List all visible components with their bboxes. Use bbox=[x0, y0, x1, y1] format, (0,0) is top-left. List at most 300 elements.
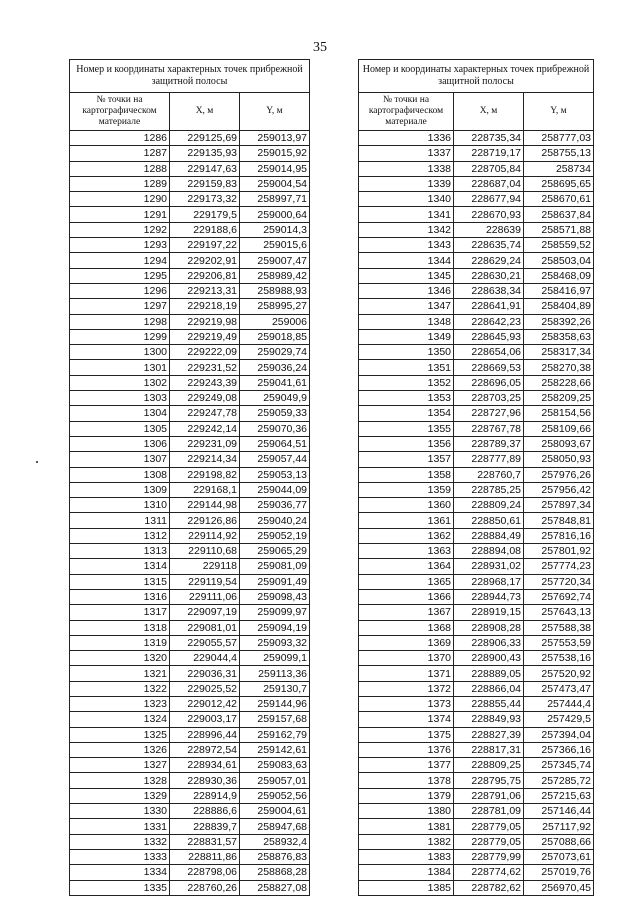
table-row bbox=[70, 696, 310, 711]
cell-x: 228972,54 bbox=[170, 742, 240, 757]
cell-y: 258392,26 bbox=[524, 314, 594, 329]
table-row bbox=[359, 498, 594, 513]
cell-point-no: 1286 bbox=[70, 131, 170, 146]
cell-y: 258988,93 bbox=[240, 283, 310, 298]
table-row bbox=[359, 482, 594, 497]
cell-point-no: 1341 bbox=[359, 207, 454, 222]
table-row bbox=[359, 666, 594, 681]
cell-y: 259094,19 bbox=[240, 620, 310, 635]
table-row bbox=[359, 788, 594, 803]
cell-y: 258670,61 bbox=[524, 192, 594, 207]
cell-y: 257774,23 bbox=[524, 559, 594, 574]
cell-y: 257285,72 bbox=[524, 773, 594, 788]
cell-y: 258734 bbox=[524, 161, 594, 176]
table-row bbox=[70, 651, 310, 666]
table-row bbox=[70, 146, 310, 161]
table-row bbox=[70, 375, 310, 390]
cell-x: 228798,06 bbox=[170, 865, 240, 880]
cell-y: 258404,89 bbox=[524, 299, 594, 314]
cell-point-no: 1314 bbox=[70, 559, 170, 574]
table-row bbox=[70, 880, 310, 895]
cell-x: 228645,93 bbox=[454, 329, 524, 344]
table-row bbox=[70, 742, 310, 757]
cell-y: 259036,77 bbox=[240, 498, 310, 513]
cell-point-no: 1322 bbox=[70, 681, 170, 696]
table-row bbox=[359, 329, 594, 344]
table-row bbox=[359, 283, 594, 298]
table-row bbox=[359, 773, 594, 788]
cell-point-no: 1350 bbox=[359, 345, 454, 360]
cell-y: 259007,47 bbox=[240, 253, 310, 268]
cell-point-no: 1366 bbox=[359, 589, 454, 604]
cell-x: 228809,24 bbox=[454, 498, 524, 513]
cell-point-no: 1316 bbox=[70, 589, 170, 604]
cell-y: 259057,01 bbox=[240, 773, 310, 788]
cell-x: 228886,6 bbox=[170, 804, 240, 819]
cell-x: 228760,7 bbox=[454, 467, 524, 482]
cell-x: 229231,52 bbox=[170, 360, 240, 375]
cell-y: 259070,36 bbox=[240, 421, 310, 436]
table-row bbox=[70, 727, 310, 742]
cell-x: 228791,06 bbox=[454, 788, 524, 803]
table-row bbox=[359, 176, 594, 191]
cell-point-no: 1375 bbox=[359, 727, 454, 742]
table-row bbox=[70, 283, 310, 298]
cell-point-no: 1354 bbox=[359, 406, 454, 421]
cell-point-no: 1344 bbox=[359, 253, 454, 268]
cell-point-no: 1371 bbox=[359, 666, 454, 681]
cell-y: 259014,3 bbox=[240, 222, 310, 237]
cell-point-no: 1348 bbox=[359, 314, 454, 329]
cell-point-no: 1362 bbox=[359, 528, 454, 543]
cell-point-no: 1289 bbox=[70, 176, 170, 191]
cell-x: 228669,53 bbox=[454, 360, 524, 375]
cell-x: 229249,08 bbox=[170, 391, 240, 406]
cell-x: 228866,04 bbox=[454, 681, 524, 696]
cell-y: 258997,71 bbox=[240, 192, 310, 207]
cell-y: 259044,09 bbox=[240, 482, 310, 497]
cell-point-no: 1352 bbox=[359, 375, 454, 390]
cell-x: 228908,28 bbox=[454, 620, 524, 635]
cell-point-no: 1298 bbox=[70, 314, 170, 329]
cell-point-no: 1330 bbox=[70, 804, 170, 819]
cell-point-no: 1328 bbox=[70, 773, 170, 788]
page-number: 35 bbox=[313, 40, 327, 55]
table-row bbox=[70, 788, 310, 803]
table-row bbox=[70, 712, 310, 727]
table-row bbox=[70, 819, 310, 834]
cell-y: 259065,29 bbox=[240, 544, 310, 559]
cell-y: 259081,09 bbox=[240, 559, 310, 574]
table-body-right bbox=[359, 131, 594, 896]
table-row bbox=[70, 391, 310, 406]
cell-y: 256970,45 bbox=[524, 880, 594, 895]
table-row bbox=[70, 589, 310, 604]
cell-point-no: 1329 bbox=[70, 788, 170, 803]
cell-point-no: 1308 bbox=[70, 467, 170, 482]
table-row bbox=[359, 712, 594, 727]
table-title: Номер и координаты характерных точек прибрежной защитной полосы bbox=[359, 60, 594, 93]
cell-point-no: 1367 bbox=[359, 605, 454, 620]
table-row bbox=[359, 238, 594, 253]
cell-point-no: 1343 bbox=[359, 238, 454, 253]
cell-x: 228777,89 bbox=[454, 452, 524, 467]
table-row bbox=[359, 865, 594, 880]
cell-x: 229242,14 bbox=[170, 421, 240, 436]
cell-point-no: 1309 bbox=[70, 482, 170, 497]
cell-point-no: 1365 bbox=[359, 574, 454, 589]
table-row bbox=[359, 834, 594, 849]
table-row bbox=[70, 345, 310, 360]
cell-point-no: 1338 bbox=[359, 161, 454, 176]
table-row bbox=[70, 161, 310, 176]
table-row bbox=[359, 192, 594, 207]
cell-x: 228779,05 bbox=[454, 834, 524, 849]
cell-y: 259093,32 bbox=[240, 635, 310, 650]
cell-x: 228760,26 bbox=[170, 880, 240, 895]
cell-x: 228642,23 bbox=[454, 314, 524, 329]
table-row bbox=[70, 559, 310, 574]
cell-x: 229188,6 bbox=[170, 222, 240, 237]
cell-x: 228635,74 bbox=[454, 238, 524, 253]
table-row bbox=[70, 544, 310, 559]
table-row bbox=[70, 238, 310, 253]
cell-x: 229243,39 bbox=[170, 375, 240, 390]
cell-y: 257345,74 bbox=[524, 758, 594, 773]
cell-y: 257848,81 bbox=[524, 513, 594, 528]
cell-point-no: 1353 bbox=[359, 391, 454, 406]
cell-point-no: 1337 bbox=[359, 146, 454, 161]
cell-y: 257019,76 bbox=[524, 865, 594, 880]
cell-y: 258947,68 bbox=[240, 819, 310, 834]
cell-point-no: 1290 bbox=[70, 192, 170, 207]
cell-x: 228894,08 bbox=[454, 544, 524, 559]
table-row bbox=[359, 436, 594, 451]
cell-x: 229247,78 bbox=[170, 406, 240, 421]
cell-x: 228629,24 bbox=[454, 253, 524, 268]
column-header-point-no: № точки на картографическом материале bbox=[70, 93, 170, 131]
cell-y: 259015,92 bbox=[240, 146, 310, 161]
cell-x: 228944,73 bbox=[454, 589, 524, 604]
cell-x: 229055,57 bbox=[170, 635, 240, 650]
cell-y: 259064,51 bbox=[240, 436, 310, 451]
cell-y: 257643,13 bbox=[524, 605, 594, 620]
table-row bbox=[70, 681, 310, 696]
table-row bbox=[359, 345, 594, 360]
table-row bbox=[359, 421, 594, 436]
cell-point-no: 1318 bbox=[70, 620, 170, 635]
cell-y: 257073,61 bbox=[524, 849, 594, 864]
table-row bbox=[359, 849, 594, 864]
cell-y: 258093,67 bbox=[524, 436, 594, 451]
column-header-y: Y, м bbox=[240, 93, 310, 131]
cell-y: 259057,44 bbox=[240, 452, 310, 467]
cell-y: 257816,16 bbox=[524, 528, 594, 543]
table-row bbox=[359, 819, 594, 834]
cell-x: 228849,93 bbox=[454, 712, 524, 727]
table-row bbox=[359, 391, 594, 406]
cell-y: 259029,74 bbox=[240, 345, 310, 360]
cell-y: 259113,36 bbox=[240, 666, 310, 681]
table-row bbox=[70, 299, 310, 314]
cell-point-no: 1287 bbox=[70, 146, 170, 161]
table-row bbox=[359, 804, 594, 819]
cell-y: 257429,5 bbox=[524, 712, 594, 727]
cell-point-no: 1331 bbox=[70, 819, 170, 834]
table-row bbox=[70, 268, 310, 283]
cell-x: 228779,99 bbox=[454, 849, 524, 864]
cell-x: 229159,83 bbox=[170, 176, 240, 191]
cell-y: 259053,13 bbox=[240, 467, 310, 482]
cell-point-no: 1305 bbox=[70, 421, 170, 436]
cell-point-no: 1361 bbox=[359, 513, 454, 528]
cell-point-no: 1335 bbox=[70, 880, 170, 895]
cell-x: 228934,61 bbox=[170, 758, 240, 773]
table-row bbox=[70, 314, 310, 329]
cell-y: 258995,27 bbox=[240, 299, 310, 314]
table-row bbox=[359, 207, 594, 222]
cell-x: 228930,36 bbox=[170, 773, 240, 788]
column-header-y: Y, м bbox=[524, 93, 594, 131]
cell-point-no: 1349 bbox=[359, 329, 454, 344]
table-row bbox=[359, 406, 594, 421]
cell-point-no: 1288 bbox=[70, 161, 170, 176]
cell-point-no: 1377 bbox=[359, 758, 454, 773]
cell-point-no: 1358 bbox=[359, 467, 454, 482]
cell-x: 228654,06 bbox=[454, 345, 524, 360]
cell-x: 228831,57 bbox=[170, 834, 240, 849]
cell-y: 259014,95 bbox=[240, 161, 310, 176]
cell-x: 228850,61 bbox=[454, 513, 524, 528]
cell-x: 229119,54 bbox=[170, 574, 240, 589]
cell-y: 258755,13 bbox=[524, 146, 594, 161]
cell-y: 258559,52 bbox=[524, 238, 594, 253]
cell-y: 259091,49 bbox=[240, 574, 310, 589]
cell-x: 229081,01 bbox=[170, 620, 240, 635]
table-row bbox=[70, 605, 310, 620]
table-row bbox=[70, 452, 310, 467]
cell-x: 228811,86 bbox=[170, 849, 240, 864]
cell-point-no: 1311 bbox=[70, 513, 170, 528]
table-row bbox=[359, 467, 594, 482]
table-row bbox=[70, 436, 310, 451]
cell-y: 259036,24 bbox=[240, 360, 310, 375]
cell-x: 228781,09 bbox=[454, 804, 524, 819]
cell-y: 259052,56 bbox=[240, 788, 310, 803]
table-row bbox=[70, 421, 310, 436]
table-title: Номер и координаты характерных точек прибрежной защитной полосы bbox=[70, 60, 310, 93]
cell-point-no: 1378 bbox=[359, 773, 454, 788]
cell-x: 228677,94 bbox=[454, 192, 524, 207]
cell-x: 228782,62 bbox=[454, 880, 524, 895]
cell-x: 228705,84 bbox=[454, 161, 524, 176]
cell-y: 257897,34 bbox=[524, 498, 594, 513]
cell-point-no: 1351 bbox=[359, 360, 454, 375]
cell-y: 259098,43 bbox=[240, 589, 310, 604]
cell-point-no: 1294 bbox=[70, 253, 170, 268]
table-row bbox=[359, 268, 594, 283]
cell-point-no: 1296 bbox=[70, 283, 170, 298]
cell-point-no: 1320 bbox=[70, 651, 170, 666]
cell-point-no: 1359 bbox=[359, 482, 454, 497]
cell-x: 228703,25 bbox=[454, 391, 524, 406]
cell-point-no: 1321 bbox=[70, 666, 170, 681]
table-row bbox=[359, 513, 594, 528]
cell-y: 258777,03 bbox=[524, 131, 594, 146]
cell-point-no: 1317 bbox=[70, 605, 170, 620]
cell-x: 228779,05 bbox=[454, 819, 524, 834]
cell-y: 257588,38 bbox=[524, 620, 594, 635]
cell-point-no: 1325 bbox=[70, 727, 170, 742]
cell-x: 228789,37 bbox=[454, 436, 524, 451]
cell-y: 258868,28 bbox=[240, 865, 310, 880]
coordinates-table-right bbox=[358, 59, 594, 896]
table-row bbox=[359, 375, 594, 390]
cell-x: 229214,34 bbox=[170, 452, 240, 467]
cell-x: 229114,92 bbox=[170, 528, 240, 543]
cell-point-no: 1383 bbox=[359, 849, 454, 864]
cell-point-no: 1376 bbox=[359, 742, 454, 757]
cell-point-no: 1379 bbox=[359, 788, 454, 803]
table-row bbox=[70, 758, 310, 773]
cell-y: 258503,04 bbox=[524, 253, 594, 268]
cell-y: 259083,63 bbox=[240, 758, 310, 773]
cell-point-no: 1342 bbox=[359, 222, 454, 237]
stray-dot bbox=[36, 461, 38, 463]
cell-point-no: 1292 bbox=[70, 222, 170, 237]
cell-y: 259015,6 bbox=[240, 238, 310, 253]
cell-x: 228630,21 bbox=[454, 268, 524, 283]
table-row bbox=[70, 620, 310, 635]
table-row bbox=[70, 834, 310, 849]
cell-x: 229179,5 bbox=[170, 207, 240, 222]
cell-y: 258876,83 bbox=[240, 849, 310, 864]
cell-y: 258827,08 bbox=[240, 880, 310, 895]
cell-x: 229231,09 bbox=[170, 436, 240, 451]
cell-y: 258695,65 bbox=[524, 176, 594, 191]
cell-y: 259049,9 bbox=[240, 391, 310, 406]
cell-x: 228719,17 bbox=[454, 146, 524, 161]
cell-y: 259052,19 bbox=[240, 528, 310, 543]
table-row bbox=[359, 314, 594, 329]
cell-x: 229144,98 bbox=[170, 498, 240, 513]
cell-point-no: 1334 bbox=[70, 865, 170, 880]
table-row bbox=[359, 253, 594, 268]
cell-point-no: 1306 bbox=[70, 436, 170, 451]
cell-y: 258109,66 bbox=[524, 421, 594, 436]
table-row bbox=[70, 849, 310, 864]
table-row bbox=[359, 544, 594, 559]
cell-point-no: 1324 bbox=[70, 712, 170, 727]
cell-y: 257394,04 bbox=[524, 727, 594, 742]
cell-y: 258637,84 bbox=[524, 207, 594, 222]
cell-point-no: 1301 bbox=[70, 360, 170, 375]
cell-y: 257553,59 bbox=[524, 635, 594, 650]
cell-point-no: 1374 bbox=[359, 712, 454, 727]
cell-x: 228914,9 bbox=[170, 788, 240, 803]
cell-x: 228855,44 bbox=[454, 696, 524, 711]
table-row bbox=[70, 406, 310, 421]
cell-x: 229110,68 bbox=[170, 544, 240, 559]
cell-x: 228839,7 bbox=[170, 819, 240, 834]
cell-y: 258317,34 bbox=[524, 345, 594, 360]
cell-x: 229147,63 bbox=[170, 161, 240, 176]
table-row bbox=[70, 467, 310, 482]
cell-point-no: 1307 bbox=[70, 452, 170, 467]
cell-point-no: 1382 bbox=[359, 834, 454, 849]
cell-x: 228827,39 bbox=[454, 727, 524, 742]
cell-x: 229125,69 bbox=[170, 131, 240, 146]
cell-point-no: 1302 bbox=[70, 375, 170, 390]
cell-point-no: 1297 bbox=[70, 299, 170, 314]
cell-y: 258932,4 bbox=[240, 834, 310, 849]
cell-y: 258228,66 bbox=[524, 375, 594, 390]
cell-point-no: 1333 bbox=[70, 849, 170, 864]
cell-x: 228687,04 bbox=[454, 176, 524, 191]
cell-x: 228727,96 bbox=[454, 406, 524, 421]
cell-point-no: 1357 bbox=[359, 452, 454, 467]
table-row bbox=[70, 253, 310, 268]
table-row bbox=[359, 696, 594, 711]
cell-point-no: 1319 bbox=[70, 635, 170, 650]
cell-point-no: 1327 bbox=[70, 758, 170, 773]
cell-x: 229202,91 bbox=[170, 253, 240, 268]
cell-y: 258050,93 bbox=[524, 452, 594, 467]
cell-y: 257088,66 bbox=[524, 834, 594, 849]
cell-point-no: 1346 bbox=[359, 283, 454, 298]
cell-x: 229097,19 bbox=[170, 605, 240, 620]
table-row bbox=[70, 513, 310, 528]
cell-y: 259018,85 bbox=[240, 329, 310, 344]
cell-y: 258989,42 bbox=[240, 268, 310, 283]
table-row bbox=[70, 192, 310, 207]
cell-y: 257956,42 bbox=[524, 482, 594, 497]
cell-y: 259157,68 bbox=[240, 712, 310, 727]
table-row bbox=[70, 498, 310, 513]
cell-y: 259000,64 bbox=[240, 207, 310, 222]
cell-point-no: 1323 bbox=[70, 696, 170, 711]
cell-x: 229219,98 bbox=[170, 314, 240, 329]
table-row bbox=[70, 804, 310, 819]
table-row bbox=[359, 452, 594, 467]
cell-y: 259041,61 bbox=[240, 375, 310, 390]
cell-x: 228638,34 bbox=[454, 283, 524, 298]
cell-x: 229135,93 bbox=[170, 146, 240, 161]
cell-point-no: 1326 bbox=[70, 742, 170, 757]
cell-point-no: 1347 bbox=[359, 299, 454, 314]
cell-point-no: 1312 bbox=[70, 528, 170, 543]
table-row bbox=[359, 727, 594, 742]
cell-point-no: 1339 bbox=[359, 176, 454, 191]
cell-x: 228900,43 bbox=[454, 651, 524, 666]
cell-point-no: 1340 bbox=[359, 192, 454, 207]
cell-y: 259099,1 bbox=[240, 651, 310, 666]
cell-y: 257692,74 bbox=[524, 589, 594, 604]
table-row bbox=[70, 176, 310, 191]
cell-y: 257215,63 bbox=[524, 788, 594, 803]
cell-point-no: 1355 bbox=[359, 421, 454, 436]
cell-point-no: 1380 bbox=[359, 804, 454, 819]
cell-x: 229197,22 bbox=[170, 238, 240, 253]
table-row bbox=[70, 207, 310, 222]
table-row bbox=[359, 742, 594, 757]
table-row bbox=[359, 299, 594, 314]
cell-x: 228968,17 bbox=[454, 574, 524, 589]
cell-x: 228809,25 bbox=[454, 758, 524, 773]
table-row bbox=[359, 635, 594, 650]
cell-y: 257976,26 bbox=[524, 467, 594, 482]
cell-point-no: 1291 bbox=[70, 207, 170, 222]
